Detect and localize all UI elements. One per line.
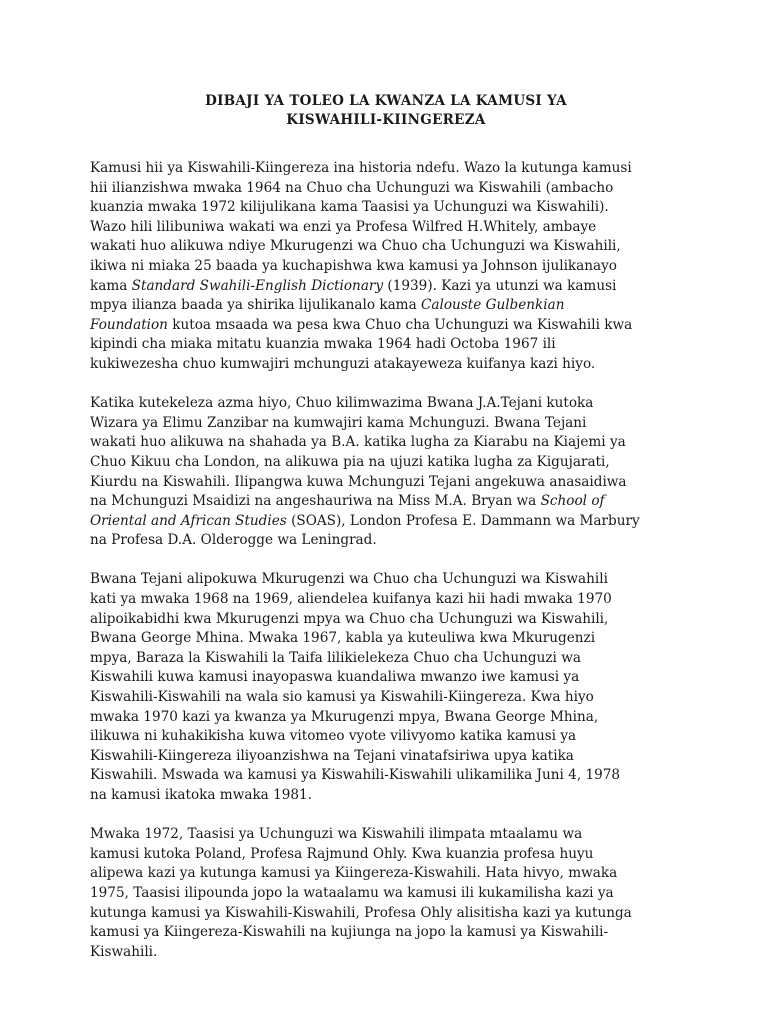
text-line: Kamusi hii ya Kiswahili-Kiingereza ina historia ndefu. Wazo la kutunga kamusi bbox=[90, 160, 632, 176]
text-run: kutoa msaada wa pesa kwa Chuo cha Uchunguzi wa Kiswahili kwa bbox=[167, 316, 633, 333]
text-line: Kiurdu na Kiswahili. Ilipangwa kuwa Mchunguzi Tejani angekuwa anasaidiwa bbox=[90, 473, 627, 490]
text-line: Bwana Tejani alipokuwa Mkurugenzi wa Chuo cha Uchunguzi wa Kiswahili bbox=[90, 571, 608, 588]
title-line-2: KISWAHILI-KIINGEREZA bbox=[286, 112, 486, 128]
text-line: alipoikabidhi kwa Mkurugenzi mpya wa Chuo cha Uchunguzi wa Kiswahili, bbox=[90, 610, 609, 627]
text-line bbox=[90, 492, 682, 512]
text-line: Wazo hili lilibuniwa wakati wa enzi ya Profesa Wilfred H.Whitely, ambaye bbox=[90, 218, 597, 235]
text-line: 1975, Taasisi ilipounda jopo la wataalamu wa kamusi ili kukamilisha kazi ya bbox=[90, 884, 614, 901]
text-line: Bwana George Mhina. Mwaka 1967, kabla ya kuteuliwa kwa Mkurugenzi bbox=[90, 630, 596, 647]
paragraph-tejani bbox=[90, 394, 682, 551]
text-line: Wizara ya Elimu Zanzibar na kumwajiri kama Mchunguzi. Bwana Tejani bbox=[90, 414, 587, 431]
text-line bbox=[90, 277, 682, 297]
text-line: kukiwezesha chuo kumwajiri mchunguzi atakayeweza kuifanya kazi hiyo. bbox=[90, 355, 596, 372]
text-line: Chuo Kikuu cha London, na alikuwa pia na ujuzi katika lugha za Kigujarati, bbox=[90, 453, 610, 470]
text-line: wakati huo alikuwa na shahada ya B.A. katika lugha za Kiarabu na Kiajemi ya bbox=[90, 434, 626, 451]
title-line-1: DIBAJI YA TOLEO LA KWANZA LA KAMUSI YA bbox=[205, 93, 567, 109]
paragraph-ohly bbox=[90, 825, 682, 962]
text-run: kama bbox=[90, 277, 132, 294]
italic-title: School of bbox=[540, 493, 605, 510]
text-line: kuanzia mwaka 1972 kilijulikana kama Taasisi ya Uchunguzi wa Kiswahili). bbox=[90, 199, 609, 216]
text-line: na kamusi ikatoka mwaka 1981. bbox=[90, 787, 313, 803]
italic-title: Calouste Gulbenkian bbox=[421, 297, 565, 314]
text-line: mwaka 1970 kazi ya kwanza ya Mkurugenzi mpya, Bwana George Mhina, bbox=[90, 708, 599, 725]
text-line bbox=[90, 296, 682, 316]
text-run: mpya ilianza baada ya shirika lijulikanalo kama bbox=[90, 297, 421, 314]
text-line: Kiswahili. Mswada wa kamusi ya Kiswahili-Kiswahili ulikamilika Juni 4, 1978 bbox=[90, 767, 621, 784]
italic-title: Standard Swahili-English Dictionary bbox=[131, 277, 384, 294]
text-line: kati ya mwaka 1968 na 1969, aliendelea kuifanya kazi hii hadi mwaka 1970 bbox=[90, 591, 612, 608]
paragraph-mhina bbox=[90, 570, 682, 805]
text-line: Kiswahili kuwa kamusi inayopaswa kuandaliwa mwanzo iwe kamusi ya bbox=[90, 669, 580, 686]
text-line: kamusi ya Kiingereza-Kiswahili na kujiunga na jopo la kamusi ya Kiswahili- bbox=[90, 924, 609, 941]
text-line: na Profesa D.A. Olderogge wa Leningrad. bbox=[90, 532, 377, 549]
text-line: ikiwa ni miaka 25 baada ya kuchapishwa kwa kamusi ya Johnson ijulikanayo bbox=[90, 257, 617, 274]
text-line bbox=[90, 316, 682, 336]
text-line: Mwaka 1972, Taasisi ya Uchunguzi wa Kiswahili ilimpata mtaalamu wa bbox=[90, 826, 583, 843]
paragraph-history bbox=[90, 159, 682, 375]
document-title bbox=[90, 92, 682, 130]
text-line bbox=[90, 512, 682, 532]
text-line: mpya, Baraza la Kiswahili la Taifa lilikielekeza Chuo cha Uchunguzi wa bbox=[90, 649, 581, 666]
text-line: alipewa kazi ya kutunga kamusi ya Kiingereza-Kiswahili. Hata hivyo, mwaka bbox=[90, 865, 618, 882]
text-line: ilikuwa ni kuhakikisha kuwa vitomeo vyote vilivyomo katika kamusi ya bbox=[90, 728, 577, 745]
text-line: hii ilianzishwa mwaka 1964 na Chuo cha Uchunguzi wa Kiswahili (ambacho bbox=[90, 179, 614, 196]
text-line: Kiswahili. bbox=[90, 943, 158, 960]
text-run: na Mchunguzi Msaidizi na angeshauriwa na Miss M.A. Bryan wa bbox=[90, 493, 541, 510]
text-line: kamusi kutoka Poland, Profesa Rajmund Ohly. Kwa kuanzia profesa huyu bbox=[90, 845, 594, 862]
text-line: wakati huo alikuwa ndiye Mkurugenzi wa Chuo cha Uchunguzi wa Kiswahili, bbox=[90, 238, 621, 255]
text-line: Kiswahili-Kiingereza iliyoanzishwa na Tejani vinatafsiriwa upya katika bbox=[90, 747, 574, 764]
italic-title: Foundation bbox=[90, 316, 168, 333]
text-line: kutunga kamusi ya Kiswahili-Kiswahili, Profesa Ohly alisitisha kazi ya kutunga bbox=[90, 904, 632, 921]
text-line: Katika kutekeleza azma hiyo, Chuo kilimwazima Bwana J.A.Tejani kutoka bbox=[90, 395, 594, 412]
text-line: kipindi cha miaka mitatu kuanzia mwaka 1964 hadi Octoba 1967 ili bbox=[90, 336, 556, 353]
italic-title: Oriental and African Studies bbox=[90, 512, 287, 529]
text-run: (1939). Kazi ya utunzi wa kamusi bbox=[383, 277, 617, 294]
text-line: Kiswahili-Kiswahili na wala sio kamusi ya Kiswahili-Kiingereza. Kwa hiyo bbox=[90, 689, 594, 706]
text-run: (SOAS), London Profesa E. Dammann wa Marbury bbox=[286, 512, 640, 529]
